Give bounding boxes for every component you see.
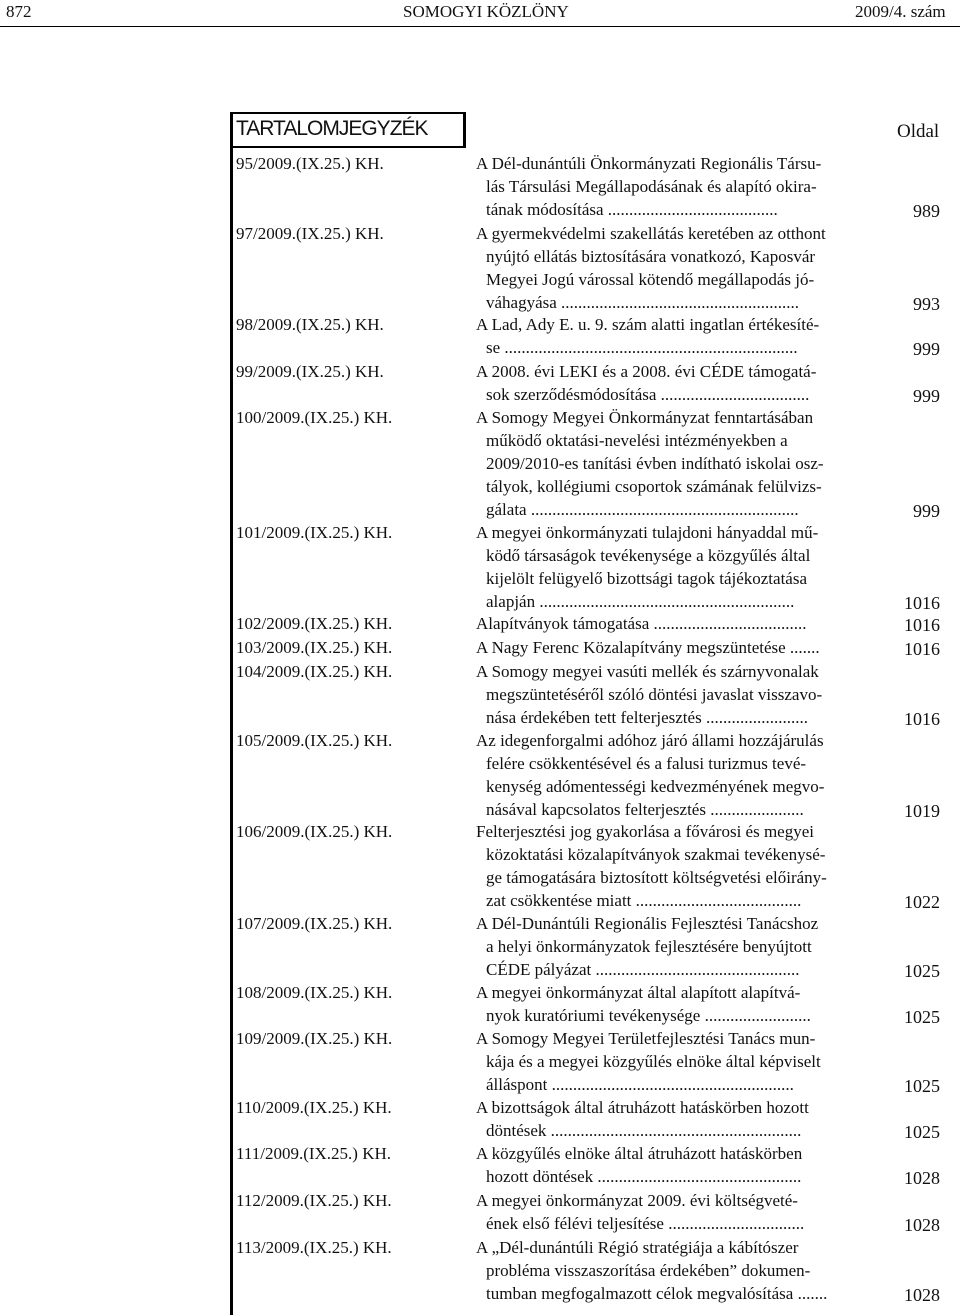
resolution-code: 105/2009.(IX.25.) KH. xyxy=(236,731,393,750)
title-line: A Somogy Megyei Területfejlesztési Tanács mun- xyxy=(476,1029,816,1048)
title-line: A közgyűlés elnöke által átruházott hatáskörben xyxy=(476,1144,803,1163)
title-line: kijelölt felügyelő bizottsági tagok tájékoztatása xyxy=(486,569,808,588)
resolution-code: 95/2009.(IX.25.) KH. xyxy=(236,154,384,173)
toc-title: TARTALOMJEGYZÉK xyxy=(236,117,428,140)
title-line: A bizottságok által átruházott hatáskörben hozott xyxy=(476,1098,809,1117)
title-line: Megyei Jogú várossal kötendő megállapodás jó- xyxy=(486,270,815,289)
title-line: A megyei önkormányzati tulajdoni hányaddal mű- xyxy=(476,523,819,542)
title-line: A Lad, Ady E. u. 9. szám alatti ingatlan értékesíté- xyxy=(476,315,820,334)
title-line: tumban megfogalmazott célok megvalósítása ....... xyxy=(486,1284,828,1303)
title-line: tályok, kollégiumi csoportok számának felülvizs- xyxy=(486,477,822,496)
resolution-title xyxy=(476,912,878,981)
title-line: se ..................................................................... xyxy=(486,338,798,357)
resolution-code: 102/2009.(IX.25.) KH. xyxy=(236,614,393,633)
title-line: közoktatási közalapítványok szakmai tevékenysé- xyxy=(486,845,826,864)
resolution-title xyxy=(476,1142,878,1188)
page-ref: 1028 xyxy=(904,1285,940,1305)
title-line: ködő társaságok tevékenysége a közgyűlés által xyxy=(486,546,811,565)
title-line: lás Társulási Megállapodásának és alapító okira- xyxy=(486,177,817,196)
title-line: A Dél-Dunántúli Regionális Fejlesztési Tanácshoz xyxy=(476,914,819,933)
left-rule xyxy=(230,112,233,1315)
title-line: tának módosítása ........................................ xyxy=(486,200,778,219)
title-line: nása érdekében tett felterjesztés ........................ xyxy=(486,708,808,727)
issue-label: 2009/4. szám xyxy=(855,2,946,21)
title-line: gálata ............................................................... xyxy=(486,500,799,519)
page-ref: 1016 xyxy=(904,593,940,613)
page-ref: 1016 xyxy=(904,709,940,729)
resolution-title xyxy=(476,406,878,521)
resolution-title xyxy=(476,521,878,613)
page-ref: 1019 xyxy=(904,801,940,821)
title-line: felére csökkentésével és a falusi turizmus tevé- xyxy=(486,754,807,773)
resolution-code: 101/2009.(IX.25.) KH. xyxy=(236,523,393,542)
resolution-title xyxy=(476,729,878,821)
title-line: A gyermekvédelmi szakellátás keretében az otthont xyxy=(476,224,826,243)
page-number: 872 xyxy=(6,2,32,21)
title-line: álláspont ......................................................... xyxy=(486,1075,794,1094)
title-line: nyújtó ellátás biztosítására vonatkozó, Kaposvár xyxy=(486,247,816,266)
title-line: Az idegenforgalmi adóhoz járó állami hozzájárulás xyxy=(476,731,824,750)
page-ref: 989 xyxy=(913,201,940,221)
resolution-title xyxy=(476,1096,878,1142)
page-ref: 999 xyxy=(913,386,940,406)
title-line: násával kapcsolatos felterjesztés ...................... xyxy=(486,800,804,819)
resolution-code: 110/2009.(IX.25.) KH. xyxy=(236,1098,392,1117)
resolution-code: 113/2009.(IX.25.) KH. xyxy=(236,1238,392,1257)
title-line: A megyei önkormányzat által alapított alapítvá- xyxy=(476,983,801,1002)
resolution-title xyxy=(476,660,878,729)
title-line: A „Dél-dunántúli Régió stratégiája a kábítószer xyxy=(476,1238,799,1257)
title-line: működő oktatási-nevelési intézményekben a xyxy=(486,431,788,450)
title-line: kája és a megyei közgyűlés elnöke által képviselt xyxy=(486,1052,821,1071)
page-ref: 1025 xyxy=(904,1076,940,1096)
title-line: döntések ........................................................... xyxy=(486,1121,802,1140)
title-line: nyok kuratóriumi tevékenysége ......................... xyxy=(486,1006,811,1025)
title-line: Felterjesztési jog gyakorlása a fővárosi és megyei xyxy=(476,822,814,841)
resolution-code: 112/2009.(IX.25.) KH. xyxy=(236,1191,392,1210)
title-line: probléma visszaszorítása érdekében” dokumen- xyxy=(486,1261,811,1280)
resolution-code: 109/2009.(IX.25.) KH. xyxy=(236,1029,393,1048)
resolution-title xyxy=(476,636,878,659)
title-line: CÉDE pályázat ................................................ xyxy=(486,960,800,979)
page-column-label: Oldal xyxy=(897,121,940,142)
resolution-code: 100/2009.(IX.25.) KH. xyxy=(236,408,393,427)
title-line: váhagyása ........................................................ xyxy=(486,293,800,312)
page-ref: 1025 xyxy=(904,961,940,981)
resolution-title xyxy=(476,1236,878,1305)
title-line: kenység adómentességi kedvezményének megvo- xyxy=(486,777,825,796)
title-line: megszüntetéséről szóló döntési javaslat visszavo- xyxy=(486,685,823,704)
resolution-title xyxy=(476,981,878,1027)
page-ref: 1022 xyxy=(904,892,940,912)
title-line: A Nagy Ferenc Közalapítvány megszüntetése ....... xyxy=(476,638,820,657)
title-line: alapján ............................................................ xyxy=(486,592,795,611)
resolution-title xyxy=(476,820,878,912)
resolution-code: 107/2009.(IX.25.) KH. xyxy=(236,914,393,933)
resolution-code: 98/2009.(IX.25.) KH. xyxy=(236,315,384,334)
resolution-title xyxy=(476,152,878,221)
page-ref: 1016 xyxy=(904,615,940,635)
title-line: ge támogatására biztosított költségvetési előirány- xyxy=(486,868,827,887)
title-line: A 2008. évi LEKI és a 2008. évi CÉDE támogatá- xyxy=(476,362,817,381)
title-line: hozott döntések ................................................ xyxy=(486,1167,802,1186)
resolution-code: 108/2009.(IX.25.) KH. xyxy=(236,983,393,1002)
page-ref: 1028 xyxy=(904,1168,940,1188)
resolution-code: 99/2009.(IX.25.) KH. xyxy=(236,362,384,381)
publication-title: SOMOGYI KÖZLÖNY xyxy=(403,2,569,21)
title-line: A Somogy megyei vasúti mellék és szárnyvonalak xyxy=(476,662,819,681)
resolution-code: 97/2009.(IX.25.) KH. xyxy=(236,224,384,243)
resolution-title xyxy=(476,360,878,406)
resolution-title xyxy=(476,1027,878,1096)
resolution-code: 106/2009.(IX.25.) KH. xyxy=(236,822,393,841)
resolution-title xyxy=(476,612,878,635)
page-ref: 1028 xyxy=(904,1215,940,1235)
page-ref: 999 xyxy=(913,501,940,521)
title-line: sok szerződésmódosítása ................................... xyxy=(486,385,810,404)
page-ref: 999 xyxy=(913,339,940,359)
title-line: A Dél-dunántúli Önkormányzati Regionális Társu- xyxy=(476,154,822,173)
resolution-title xyxy=(476,222,878,314)
resolution-title xyxy=(476,313,878,359)
page-ref: 1025 xyxy=(904,1007,940,1027)
title-line: a helyi önkormányzatok fejlesztésére benyújtott xyxy=(486,937,812,956)
page-ref: 993 xyxy=(913,294,940,314)
page-ref: 1025 xyxy=(904,1122,940,1142)
resolution-code: 111/2009.(IX.25.) KH. xyxy=(236,1144,392,1163)
title-line: A Somogy Megyei Önkormányzat fenntartásában xyxy=(476,408,814,427)
title-line: zat csökkentése miatt ....................................... xyxy=(486,891,802,910)
resolution-code: 104/2009.(IX.25.) KH. xyxy=(236,662,393,681)
page-header xyxy=(0,0,960,27)
resolution-code: 103/2009.(IX.25.) KH. xyxy=(236,638,393,657)
page-ref: 1016 xyxy=(904,639,940,659)
title-line: A megyei önkormányzat 2009. évi költségveté- xyxy=(476,1191,798,1210)
title-line: 2009/2010-es tanítási évben indítható iskolai osz- xyxy=(486,454,824,473)
title-line: Alapítványok támogatása .................................... xyxy=(476,614,807,633)
resolution-title xyxy=(476,1189,878,1235)
title-line: ének első félévi teljesítése ................................ xyxy=(486,1214,805,1233)
